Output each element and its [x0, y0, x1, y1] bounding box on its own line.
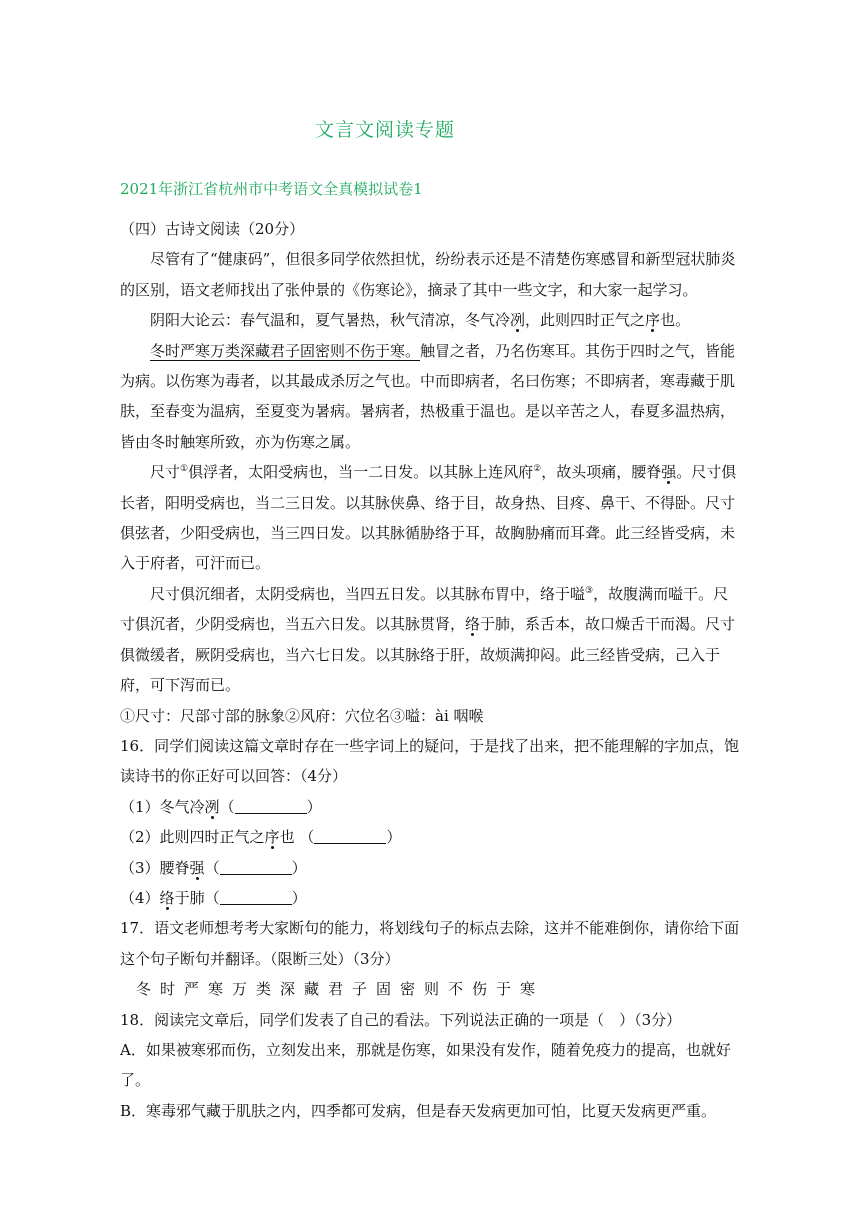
question-16: 16．同学们阅读这篇文章时存在一些字词上的疑问，于是找了出来，把不能理解的字加点，饱读诗书的你正好可以回答：（4分） — [120, 736, 740, 786]
passage-paragraph-4 — [120, 579, 742, 701]
dotted-char: 冽 — [204, 797, 220, 816]
question-17: 17．语文老师想考考大家断句的能力，将划线句子的标点去除，这并不能难倒你，请你给下面这个句子断句并翻译。（限断三处）（3分） — [120, 919, 740, 968]
passage-text: 于肺，系舌本，故口燥舌干而渴。尺寸俱微缓者，厥阴受病也，当六七日发。以其脉络于肝，故烦满抑闷。此三经皆受病，己入于府，可下泻而已。 — [120, 615, 736, 695]
answer-blank[interactable] — [220, 860, 292, 875]
dotted-char: 序 — [645, 311, 661, 330]
q18-option-b: B．寒毒邪气藏于肌肤之内，四季都可发病，但是春天发病更加可怕，比夏天发病更严重。 — [120, 1101, 717, 1120]
answer-blank[interactable] — [235, 799, 307, 814]
item-text: （4） — [120, 888, 160, 907]
footnotes: ①尺寸：尺部寸部的脉象②风府：穴位名③嗌：ài 咽喉 — [120, 706, 484, 725]
q18-option-a: A．如果被寒邪而伤，立刻发出来，那就是伤寒，如果没有发作，随着免疫力的提高，也就好了。 — [120, 1040, 731, 1090]
item-text: 也 （ — [279, 828, 315, 847]
q16-item-1 — [120, 792, 742, 822]
passage-text: ，故腹满而嗌干。尺寸俱沉者，少阴受病也，当五六日发。以其脉贯肾， — [120, 584, 729, 634]
dotted-char: 序 — [264, 828, 280, 847]
item-text: （3）腰脊 — [120, 858, 190, 877]
passage-text: 。尺寸俱长者，阳明受病也，当二三日发。以其脉侠鼻、络于目，故身热、目疼、鼻干、不得卧。尺寸俱弦者，少阳受病也，当三四日发。以其脉循胁络于耳，故胸胁痛而耳聋。此三经皆受病，未入于府者，可汗而已。 — [120, 463, 737, 573]
passage-paragraph-1 — [120, 305, 742, 335]
passage-text: 尺寸 — [150, 463, 181, 482]
dotted-char: 络 — [159, 888, 175, 907]
section-heading: （四）古诗文阅读（20分） — [120, 220, 305, 238]
q17-sentence: 冬时严寒万类深藏君子固密则不伤于寒 — [136, 980, 545, 999]
q16-item-3 — [120, 853, 742, 883]
footnote-mark: ① — [180, 464, 189, 475]
footnote-mark: ③ — [585, 585, 594, 596]
passage-text: ，故头项痛，腰脊 — [541, 463, 662, 482]
passage-paragraph-2 — [120, 336, 742, 458]
q16-item-2 — [120, 822, 742, 852]
passage-text: 阴阳大论云：春气温和，夏气暑热，秋气清凉，冬气冷 — [150, 311, 511, 330]
exam-subtitle: 2021年浙江省杭州市中考语文全真模拟试卷1 — [120, 180, 423, 198]
item-text: ） — [291, 858, 307, 877]
passage-text: 俱浮者，太阳受病也，当一二日发。以其脉上连风府 — [188, 463, 534, 482]
passage-paragraph-3 — [120, 457, 742, 579]
item-text: ） — [291, 888, 307, 907]
passage-text: 也。 — [660, 311, 691, 330]
question-18: 18．阅读完文章后，同学们发表了自己的看法。下列说法正确的一项是（ ）（3分） — [120, 1010, 682, 1029]
document-body — [120, 214, 742, 1126]
item-text: （ — [219, 797, 235, 816]
item-text: ） — [386, 828, 402, 847]
dotted-char: 冽 — [510, 311, 526, 330]
passage-text: 触冒之者，乃名伤寒耳。其伤于四时之气，皆能为病。以伤寒为毒者，以其最成杀厉之气也。中而即病者，名曰伤寒；不即病者，寒毒藏于肌肤，至春变为温病，至夏变为暑病。暑病者，热极重于温也。是以辛苦之人，春夏多温热病，皆由冬时触寒所致，亦为伤寒之属。 — [120, 341, 736, 451]
item-text: ） — [306, 797, 322, 816]
item-text: （1）冬气冷 — [120, 797, 205, 816]
intro-paragraph: 尽管有了“健康码”，但很多同学依然担忧，纷纷表示还是不清楚伤寒感冒和新型冠状肺炎的区别，语文老师找出了张仲景的《伤寒论》，摘录了其中一些文字，和大家一起学习。 — [120, 250, 736, 299]
item-text: （ — [204, 858, 220, 877]
passage-text: 尺寸俱沉细者，太阴受病也，当四五日发。以其脉布胃中，络于嗌 — [150, 584, 586, 603]
dotted-char: 强 — [189, 858, 205, 877]
passage-text: ，此则四时正气之 — [525, 311, 646, 330]
document-title: 文言文阅读专题 — [314, 119, 455, 141]
underlined-sentence: 冬时严寒万类深藏君子固密则不伤于寒。 — [150, 341, 421, 360]
q16-item-4 — [120, 883, 742, 913]
answer-blank[interactable] — [314, 829, 386, 844]
answer-blank[interactable] — [220, 890, 292, 905]
footnote-mark: ② — [533, 464, 542, 475]
item-text: （2）此则四时正气之 — [120, 828, 265, 847]
dotted-char: 络 — [465, 615, 481, 634]
item-text: 于肺（ — [174, 888, 220, 907]
dotted-char: 强 — [661, 463, 677, 482]
